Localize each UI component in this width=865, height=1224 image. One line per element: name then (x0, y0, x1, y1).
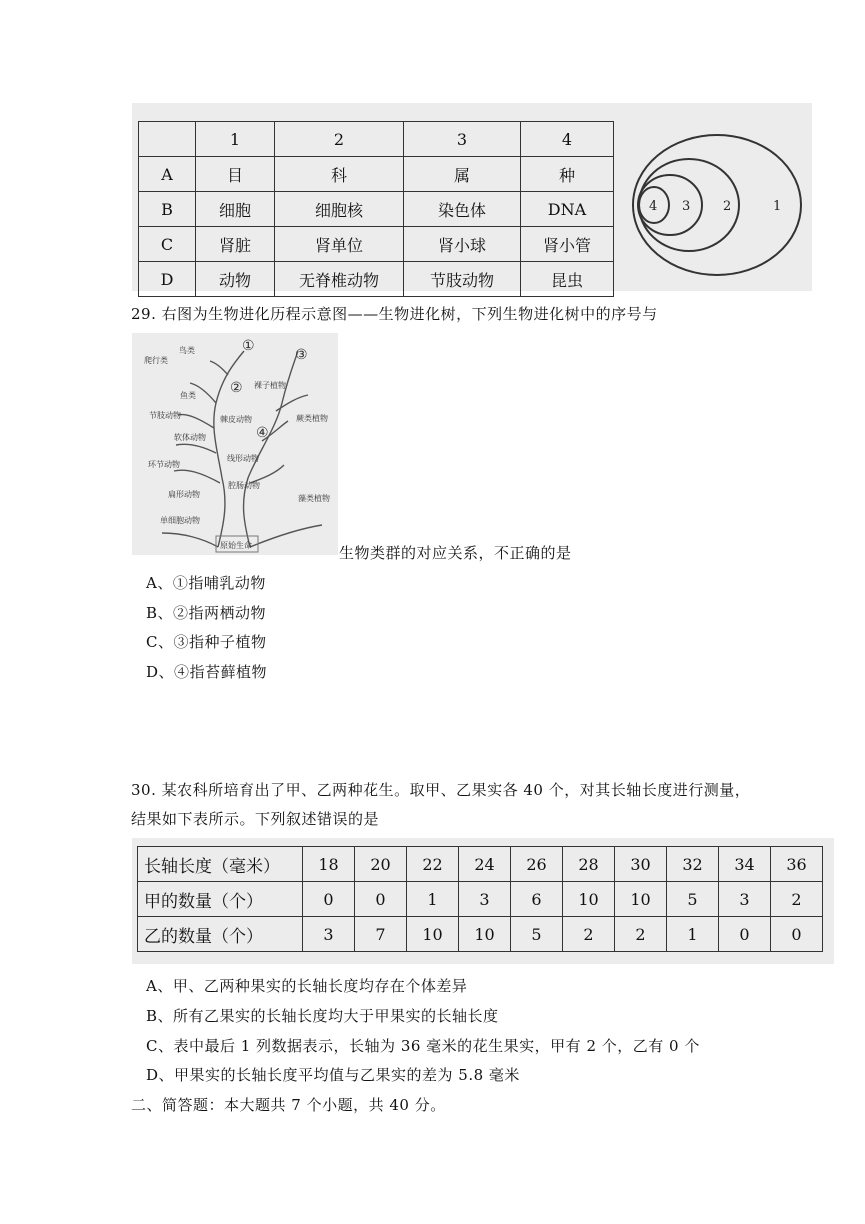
q29-stem-line2: 生物类群的对应关系，不正确的是 (339, 544, 572, 562)
row-id: B (139, 192, 196, 227)
q30-option: C、表中最后 1 列数据表示，长轴为 36 毫米的花生果实，甲有 2 个，乙有 0 个 (146, 1037, 700, 1055)
table-cell: 0 (771, 917, 823, 952)
peanut-length-figure (132, 838, 834, 964)
table-header-row (139, 122, 614, 157)
q29-option: A、①指哺乳动物 (146, 574, 266, 592)
evolution-tree-figure (132, 333, 338, 555)
tree-number: ① (242, 338, 255, 354)
table-cell: 肾小球 (404, 227, 521, 262)
table-cell: 24 (459, 847, 511, 882)
header-cell: 4 (521, 122, 614, 157)
q29-option: B、②指两栖动物 (146, 604, 267, 622)
table-cell: 22 (407, 847, 459, 882)
table-cell: 30 (615, 847, 667, 882)
table-cell: 节肢动物 (404, 262, 521, 297)
section-heading: 二、简答题：本大题共 7 个小题，共 40 分。 (131, 1096, 446, 1114)
concept-table (138, 121, 614, 297)
table-cell: 1 (667, 917, 719, 952)
table-cell: 28 (563, 847, 615, 882)
tree-label: 爬行类 (144, 356, 168, 365)
table-cell: 5 (667, 882, 719, 917)
header-cell: 3 (404, 122, 521, 157)
table-cell: 科 (275, 157, 404, 192)
row-head: 长轴长度（毫米） (138, 847, 303, 882)
table-cell: 肾小管 (521, 227, 614, 262)
header-cell: 1 (196, 122, 275, 157)
table-row (139, 192, 614, 227)
tree-label: 扁形动物 (168, 490, 200, 499)
table-cell: 3 (459, 882, 511, 917)
table-row (139, 157, 614, 192)
peanut-length-table (137, 846, 823, 952)
row-id: C (139, 227, 196, 262)
table-cell: 5 (511, 917, 563, 952)
table-row (138, 882, 823, 917)
table-cell: 1 (407, 882, 459, 917)
table-cell: 染色体 (404, 192, 521, 227)
q30-stem-line2: 结果如下表所示。下列叙述错误的是 (131, 810, 380, 828)
tree-label: 腔肠动物 (228, 481, 260, 490)
table-cell: 18 (303, 847, 355, 882)
q30-option: B、所有乙果实的长轴长度均大于甲果实的长轴长度 (146, 1007, 499, 1025)
row-head: 乙的数量（个） (138, 917, 303, 952)
tree-number: ② (230, 380, 243, 396)
table-cell: 10 (407, 917, 459, 952)
ellipse-label: 4 (649, 199, 658, 214)
table-row (139, 227, 614, 262)
header-cell (139, 122, 196, 157)
table-cell: 2 (615, 917, 667, 952)
table-cell: 0 (355, 882, 407, 917)
table-cell: 26 (511, 847, 563, 882)
tree-label: 软体动物 (174, 433, 206, 442)
tree-label: 蕨类植物 (296, 414, 328, 423)
table-row (139, 262, 614, 297)
classification-figure (132, 103, 812, 291)
tree-root-label: 原始生命 (220, 541, 252, 550)
tree-label: 棘皮动物 (220, 415, 252, 424)
tree-number: ③ (295, 347, 308, 363)
table-cell: 无脊椎动物 (275, 262, 404, 297)
table-cell: 细胞核 (275, 192, 404, 227)
tree-label: 环节动物 (148, 460, 180, 469)
q29-option: C、③指种子植物 (146, 633, 267, 651)
row-head: 甲的数量（个） (138, 882, 303, 917)
tree-label: 线形动物 (227, 454, 259, 463)
table-cell: 肾脏 (196, 227, 275, 262)
table-cell: 2 (771, 882, 823, 917)
table-cell: 10 (459, 917, 511, 952)
table-cell: 32 (667, 847, 719, 882)
table-row (138, 917, 823, 952)
table-cell: 36 (771, 847, 823, 882)
nested-ellipses-diagram (627, 121, 807, 289)
table-row (138, 847, 823, 882)
table-cell: 20 (355, 847, 407, 882)
table-cell: 0 (303, 882, 355, 917)
table-cell: 34 (719, 847, 771, 882)
table-cell: 目 (196, 157, 275, 192)
q29-option: D、④指苔藓植物 (146, 663, 268, 681)
ellipse-label: 1 (773, 199, 782, 214)
q30-option: A、甲、乙两种果实的长轴长度均存在个体差异 (146, 977, 468, 995)
table-cell: 昆虫 (521, 262, 614, 297)
q30-stem-line1: 30. 某农科所培育出了甲、乙两种花生。取甲、乙果实各 40 个，对其长轴长度进行测量， (131, 781, 751, 799)
table-cell: 2 (563, 917, 615, 952)
table-cell: 细胞 (196, 192, 275, 227)
tree-label: 鸟类 (179, 346, 195, 355)
tree-label: 裸子植物 (254, 381, 286, 390)
table-cell: 6 (511, 882, 563, 917)
table-cell: 种 (521, 157, 614, 192)
table-cell: 10 (615, 882, 667, 917)
table-cell: DNA (521, 192, 614, 227)
tree-number: ④ (256, 425, 269, 441)
table-cell: 10 (563, 882, 615, 917)
header-cell: 2 (275, 122, 404, 157)
table-cell: 3 (719, 882, 771, 917)
tree-label: 单细胞动物 (160, 516, 200, 525)
tree-label: 节肢动物 (149, 411, 181, 420)
row-id: A (139, 157, 196, 192)
table-cell: 0 (719, 917, 771, 952)
table-cell: 动物 (196, 262, 275, 297)
ellipse-label: 3 (682, 199, 691, 214)
table-cell: 3 (303, 917, 355, 952)
tree-label: 鱼类 (180, 391, 196, 400)
row-id: D (139, 262, 196, 297)
table-cell: 7 (355, 917, 407, 952)
q29-stem-line1: 29. 右图为生物进化历程示意图——生物进化树，下列生物进化树中的序号与 (131, 305, 658, 323)
ellipse-label: 2 (723, 199, 732, 214)
q30-option: D、甲果实的长轴长度平均值与乙果实的差为 5.8 毫米 (146, 1066, 520, 1084)
table-cell: 肾单位 (275, 227, 404, 262)
table-cell: 属 (404, 157, 521, 192)
tree-label: 藻类植物 (298, 494, 330, 503)
